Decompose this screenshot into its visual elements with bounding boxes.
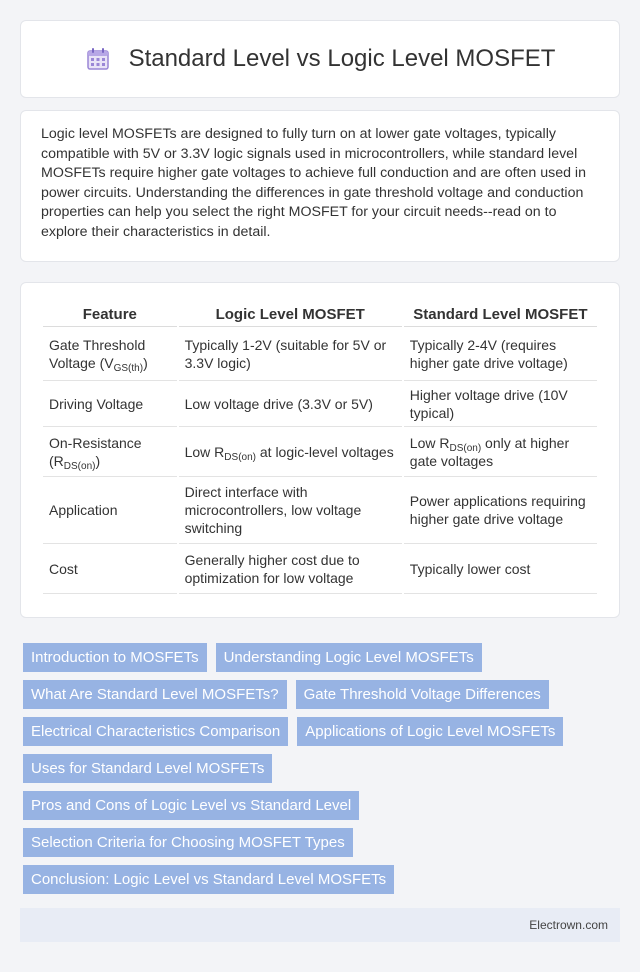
cell-feature: Gate Threshold Voltage $(V_{GS(th)})$: [43, 327, 177, 381]
topic-row: [23, 791, 623, 820]
calendar-icon: [85, 46, 111, 72]
title-card: [20, 20, 620, 98]
footer-site-link[interactable]: Electrown.com: [529, 918, 608, 932]
cell-logic: Typically 1-2V (suitable for 5V or 3.3V logic): [179, 327, 402, 381]
cell-feature: Application: [43, 477, 177, 544]
cell-feature: Cost: [43, 544, 177, 594]
topic-row: [23, 828, 623, 857]
topic-links: [23, 643, 623, 902]
topic-link[interactable]: Applications of Logic Level MOSFETs: [297, 717, 563, 746]
cell-standard: Power applications requiring higher gate drive voltage: [404, 477, 597, 544]
footer: [20, 908, 620, 942]
header-standard: Standard Level MOSFET: [404, 301, 597, 327]
topic-link[interactable]: Understanding Logic Level MOSFETs: [216, 643, 482, 672]
topic-row: [23, 680, 623, 709]
table-row: [43, 427, 597, 477]
cell-logic: Generally higher cost due to optimization for low voltage: [179, 544, 402, 594]
topic-row: [23, 865, 623, 894]
topic-link[interactable]: Gate Threshold Voltage Differences: [296, 680, 549, 709]
cell-standard: Typically lower cost: [404, 544, 597, 594]
topic-row: [23, 754, 623, 783]
cell-standard: Low $R_{DS(on)}$ only at higher gate voltages: [404, 427, 597, 477]
table-row: [43, 327, 597, 381]
cell-feature: On-Resistance $(R_{DS(on)})$: [43, 427, 177, 477]
table-row: [43, 544, 597, 594]
title-wrap: [85, 45, 556, 73]
page-title: Standard Level vs Logic Level MOSFET: [128, 45, 556, 72]
table-row: [43, 381, 597, 427]
cell-logic: Low $R_{DS(on)}$ at logic-level voltages: [179, 427, 402, 477]
topic-link[interactable]: Pros and Cons of Logic Level vs Standard Level: [23, 791, 359, 820]
table-header-row: [43, 301, 597, 327]
topic-link[interactable]: Selection Criteria for Choosing MOSFET Types: [23, 828, 353, 857]
header-logic: Logic Level MOSFET: [179, 301, 402, 327]
cell-standard: Typically 2-4V (requires higher gate drive voltage): [404, 327, 597, 381]
topic-link[interactable]: Uses for Standard Level MOSFETs: [23, 754, 272, 783]
cell-logic: Direct interface with microcontrollers, low voltage switching: [179, 477, 402, 544]
table-row: [43, 477, 597, 544]
cell-feature: Driving Voltage: [43, 381, 177, 427]
cell-standard: Higher voltage drive (10V typical): [404, 381, 597, 427]
topic-link[interactable]: Introduction to MOSFETs: [23, 643, 207, 672]
topic-link[interactable]: Conclusion: Logic Level vs Standard Level MOSFETs: [23, 865, 394, 894]
topic-row: [23, 717, 623, 746]
comparison-table-card: [20, 282, 620, 618]
topic-link[interactable]: Electrical Characteristics Comparison: [23, 717, 288, 746]
header-feature: Feature: [43, 301, 177, 327]
cell-logic: Low voltage drive (3.3V or 5V): [179, 381, 402, 427]
intro-card: [20, 110, 620, 262]
comparison-table: [41, 301, 599, 594]
intro-paragraph: Logic level MOSFETs are designed to fully turn on at lower gate voltages, typically compatible with 5V or 3.3V logic signals used in microcontrollers, while standard level MOSFETs require higher gate voltages to achieve full conduction and are often used in power circuits. Understanding the differences in gate threshold voltage and conduction properties can help you select the right MOSFET for your circuit needs--read on to explore their characteristics in detail.: [41, 126, 586, 240]
topic-row: [23, 643, 623, 672]
topic-link[interactable]: What Are Standard Level MOSFETs?: [23, 680, 287, 709]
